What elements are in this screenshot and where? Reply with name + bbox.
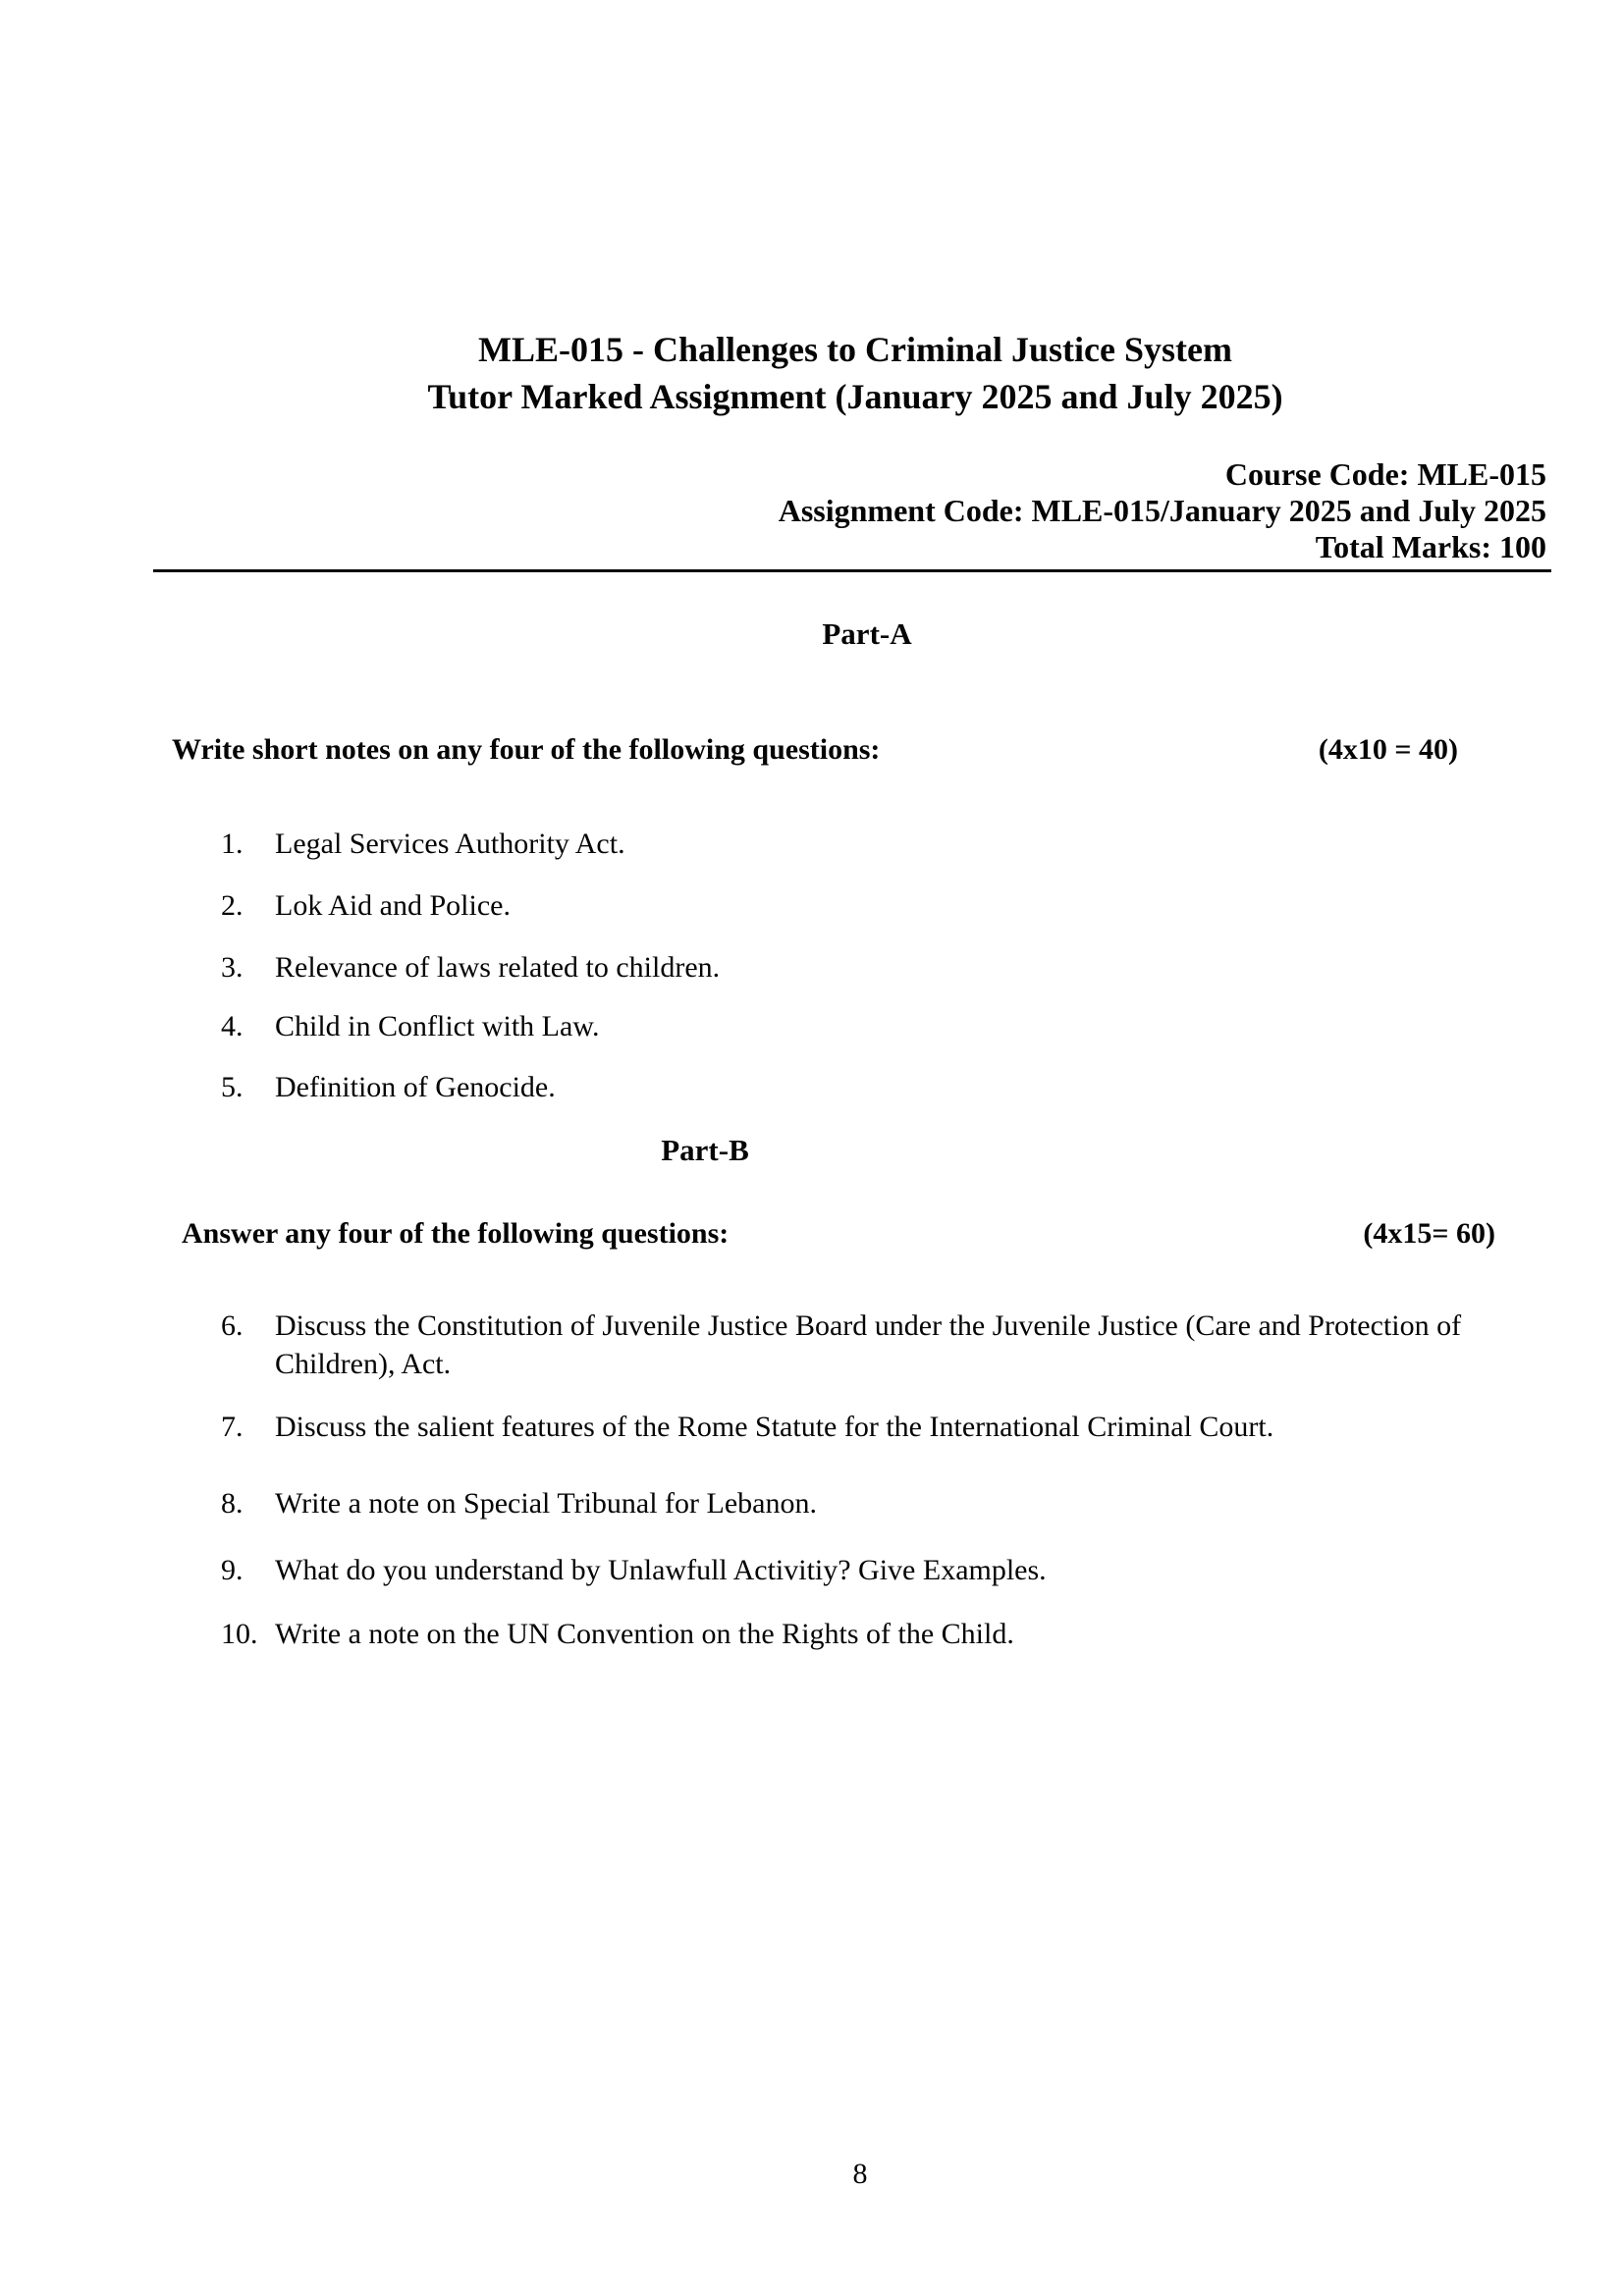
question-text: Relevance of laws related to children. [275,951,721,984]
assignment-code-line: Assignment Code: MLE-015/January 2025 and July 2025 [778,493,1546,528]
question-number: 9. [221,1554,243,1586]
page-number: 8 [852,2158,868,2190]
question-item-3 [221,948,1561,987]
question-text: Write a note on the UN Convention on the Rights of the Child. [275,1618,1014,1650]
question-item-1 [221,825,1561,863]
question-text: Legal Services Authority Act. [275,828,625,860]
question-number: 10. [221,1618,258,1650]
part-a-instruction: Write short notes on any four of the following questions: [172,733,881,766]
question-number: 8. [221,1487,243,1520]
question-text: Child in Conflict with Law. [275,1010,600,1042]
question-item-2 [221,886,1561,925]
course-info-block [779,456,1546,565]
part-b-instruction-row [182,1215,1495,1253]
course-code-line: Course Code: MLE-015 [1224,456,1546,492]
question-number: 6. [221,1309,243,1342]
document-title [87,326,1623,420]
question-text: Definition of Genocide. [275,1071,556,1103]
question-text: Lok Aid and Police. [275,889,511,922]
question-item-5 [221,1068,1561,1106]
question-text: Discuss the salient features of the Rome Statute for the International Criminal Court. [275,1411,1274,1443]
question-text: Write a note on Special Tribunal for Lebanon. [275,1487,817,1520]
document-title-line1: MLE-015 - Challenges to Criminal Justice System [478,330,1232,369]
question-text: What do you understand by Unlawfull Activitiy? Give Examples. [275,1554,1047,1586]
question-item-9 [221,1551,1561,1589]
question-number: 2. [221,889,243,922]
total-marks-line: Total Marks: 100 [1315,529,1546,564]
question-item-8 [221,1484,1561,1522]
part-b-heading: Part-B [661,1133,749,1167]
header-divider [153,569,1551,572]
question-number: 5. [221,1071,243,1103]
part-b-instruction: Answer any four of the following questions: [182,1217,730,1250]
question-item-6 [221,1307,1561,1383]
question-item-10 [221,1615,1561,1653]
question-number: 7. [221,1411,243,1443]
part-b-marks: (4x15= 60) [1363,1217,1495,1250]
part-a-heading: Part-A [822,616,912,651]
question-text: Discuss the Constitution of Juvenile Justice Board under the Juvenile Justice (Care and Protection of Children), Act. [275,1309,1462,1380]
question-item-7 [221,1408,1561,1446]
question-number: 3. [221,951,243,984]
question-number: 4. [221,1010,243,1042]
document-title-line2: Tutor Marked Assignment (January 2025 and July 2025) [427,377,1283,416]
question-item-4 [221,1007,1561,1045]
question-number: 1. [221,828,243,860]
part-a-marks: (4x10 = 40) [1318,733,1458,766]
part-a-instruction-row [172,731,1458,769]
